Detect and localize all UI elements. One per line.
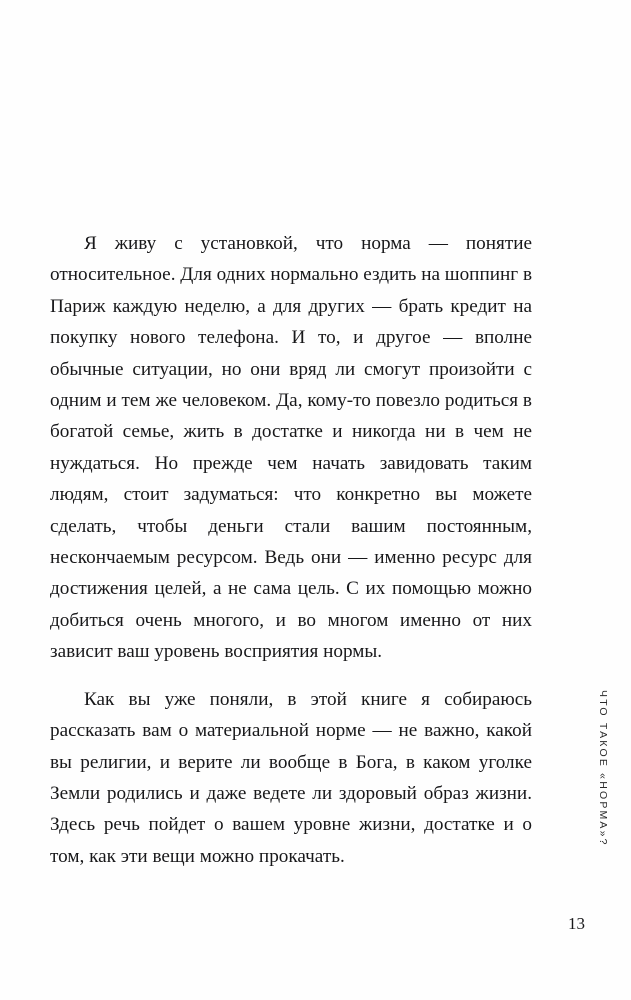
body-text [50,228,532,872]
page-number: 13 [568,914,585,933]
paragraph-2: Как вы уже поняли, в этой книге я собираюсь рассказать вам о материальной норме — не важно, какой вы религии, и верите ли вообще в Бога, в каком уголке Земли родились и даже ведете ли здоровый образ жизни. Здесь речь пойдет о вашем уровне жизни, достатке и о том, как эти вещи можно прокачать. [50,688,532,867]
running-head: ЧТО ТАКОЕ «НОРМА»? [597,690,609,847]
paragraph-1: Я живу с установкой, что норма — понятие относительное. Для одних нормально ездить на шоппинг в Париж каждую неделю, а для других — брать кредит на покупку нового телефона. И то, и другое — вполне обычные ситуации, но они вряд ли смогут произойти с одним и тем же человеком. Да, кому-то повезло родиться в богатой семье, жить в достатке и никогда ни в чем не нуждаться. Но прежде чем начать завидовать таким людям, стоит задуматься: что конкретно вы можете сделать, чтобы деньги стали вашим постоянным, нескончаемым ресурсом. Ведь они — именно ресурс для достижения целей, а не сама цель. С их помощью можно добиться очень многого, и во многом именно от них зависит ваш уровень восприятия нормы. [50,233,532,663]
